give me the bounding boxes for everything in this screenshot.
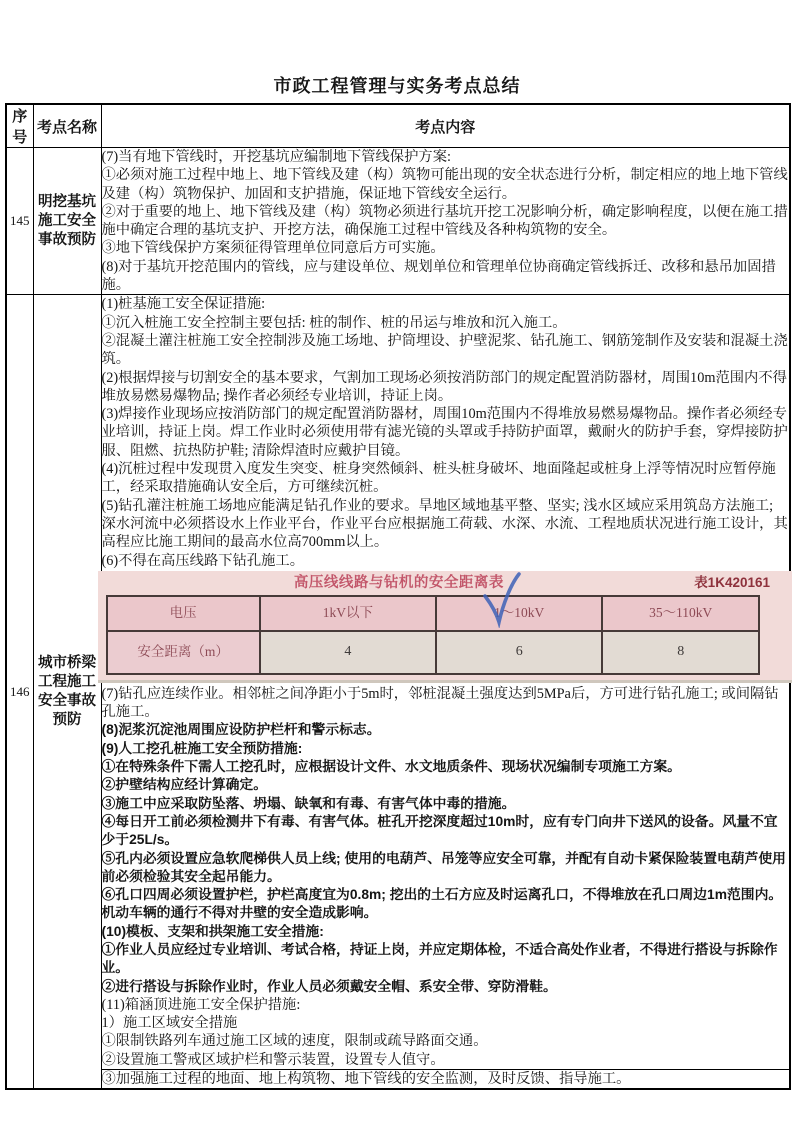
paragraph-group	[102, 148, 790, 294]
paragraph: (7)当有地下管线时，开挖基坑应编制地下管线保护方案:	[101, 149, 451, 165]
safety-distance-photo	[98, 571, 793, 683]
voltage-header-row	[107, 596, 760, 631]
paragraph: ②进行搭设与拆除作业时，作业人员必须戴安全帽、系安全带、穿防滑鞋。	[101, 978, 557, 994]
paragraph-group	[102, 1070, 790, 1088]
paragraph: ①作业人员应经过专业培训、考试合格，持证上岗，并应定期体检，不适合高处作业者，不得进行搭设与拆除作业。	[101, 941, 778, 976]
row-content	[101, 148, 790, 295]
paragraph: (1)桩基施工安全保证措施:	[101, 296, 266, 313]
paragraph: ②混凝土灌注桩施工安全控制涉及施工场地、护筒埋设、护壁泥浆、钻孔施工、钢筋笼制作及安装和混凝土浇筑。	[101, 332, 788, 368]
paragraph: ③加强施工过程的地面、地上构筑物、地下管线的安全监测，及时反馈、指导施工。	[101, 1071, 631, 1088]
paragraph: ②护壁结构应经计算确定。	[101, 777, 268, 793]
col-header-name: 考点名称	[33, 104, 101, 148]
row-index: 145	[6, 148, 33, 295]
paragraph: (11)箱涵顶进施工安全保护措施:	[101, 996, 301, 1013]
paragraph: ①必须对施工过程中地上、地下管线及建（构）筑物可能出现的安全状态进行分析，制定相应的地上地下管线及建（构）筑物保护、加固和支护措施，保证地下管线安全运行。	[101, 167, 788, 202]
paragraph: ②对于重要的地上、地下管线及建（构）筑物必须进行基坑开挖工况影响分析，确定影响程度，以便在施工措施中确定合理的基坑支护、开挖方法，确保施工过程中管线及各种构筑物的安全。	[101, 203, 788, 239]
voltage-range-3: 35～110kV	[602, 596, 759, 631]
col-header-index: 序号	[6, 104, 33, 148]
photo-table-head	[104, 574, 785, 593]
paragraph: (5)钻孔灌注桩施工场地应能满足钻孔作业的要求。旱地区域地基平整、坚实; 浅水区域应采用筑岛方法施工; 深水河流中必须搭设水上作业平台，作业平台应根据施工荷载、水深、水流、工程地质状况进行施工设计，其高程应比施工期间的最高水位高700mm以上。	[101, 497, 788, 551]
paragraph: ①在特殊条件下需人工挖孔时，应根据设计文件、水文地质条件、现场状况编制专项施工方案。	[101, 759, 681, 775]
row-topic-name: 城市桥梁工程施工安全事故预防	[33, 295, 101, 1089]
paragraph: ①沉入桩施工安全控制主要包括: 桩的制作、桩的吊运与堆放和沉入施工。	[101, 314, 567, 331]
voltage-range-2: 1～10kV	[436, 596, 602, 631]
paragraph: ②设置施工警戒区域护栏和警示装置，设置专人值守。	[101, 1051, 445, 1068]
paragraph: ①限制铁路列车通过施工区域的速度，限制或疏导路面交通。	[101, 1033, 488, 1050]
paragraph: (8)对于基坑开挖范围内的管线，应与建设单位、规划单位和管理单位协商确定管线拆迁、改移和悬吊加固措施。	[101, 258, 776, 294]
col-header-content: 考点内容	[101, 104, 790, 148]
paragraph: (8)泥浆沉淀池周围应设防护栏杆和警示标志。	[101, 722, 381, 738]
paragraph: ⑤孔内必须设置应急软爬梯供人员上线; 使用的电葫芦、吊笼等应安全可靠，并配有自动卡紧保险装置电葫芦使用前必须检验其安全起吊能力。	[101, 850, 786, 884]
distance-value-3: 8	[602, 631, 759, 674]
paragraph: ③地下管线保护方案须征得管理单位同意后方可实施。	[101, 240, 445, 257]
page-title: 市政工程管理与实务考点总结	[273, 76, 521, 96]
paragraph: (3)焊接作业现场应按消防部门的规定配置消防器材，周围10m范围内不得堆放易燃易爆物品。操作者必须经专业培训，持证上岗。焊工作业时必须使用带有滤光镜的头罩或手持防护面罩，戴耐火的防护手套，穿焊接防护服、阻燃、抗热防护鞋; 清除焊渣时应戴护目镜。	[101, 406, 788, 459]
row-index: 146	[6, 295, 33, 1089]
row-content	[101, 295, 790, 1070]
paragraph: (4)沉桩过程中发现贯入度发生突变、桩身突然倾斜、桩头桩身破坏、地面隆起或桩身上浮等情况时应暂停施工，经采取措施确认安全后，方可继续沉桩。	[101, 461, 776, 496]
photo-table-title: 高压线线路与钻机的安全距离表	[293, 575, 504, 592]
voltage-range-1: 1kV以下	[260, 596, 436, 631]
paragraph: (7)钻孔应连续作业。相邻桩之间净距小于5m时，邻桩混凝土强度达到5MPa后，方可进行钻孔施工; 或间隔钻孔施工。	[101, 685, 779, 721]
paragraph: (2)根据焊接与切割安全的基本要求，气割加工现场必须按消防部门的规定配置消防器材，周围10m范围内不得堆放易燃易爆物品; 操作者必须经专业培训，持证上岗。	[101, 369, 787, 404]
row-content	[101, 1070, 790, 1090]
row-topic-name: 明挖基坑施工安全事故预防	[33, 148, 101, 295]
distance-value-2: 6	[436, 631, 602, 674]
distance-value-1: 4	[260, 631, 436, 674]
table-row-continuation	[6, 1070, 790, 1090]
safety-distance-table	[106, 595, 761, 675]
paragraph: (6)不得在高压线路下钻孔施工。	[101, 552, 305, 569]
paragraph: 1）施工区域安全措施	[101, 1015, 238, 1032]
paragraph: ⑥孔口四周必须设置护栏，护栏高度宜为0.8m; 挖出的土石方应及时运离孔口，不得堆放在孔口周边1m范围内。机动车辆的通行不得对井壁的安全造成影响。	[101, 887, 783, 921]
voltage-label: 电压	[107, 596, 260, 631]
photo-table-ref: 表1K420161	[694, 575, 770, 591]
distance-label: 安全距离（m）	[107, 631, 260, 674]
paragraph: (10)模板、支架和拱架施工安全措施:	[101, 923, 324, 939]
distance-value-row	[107, 631, 760, 674]
paragraph: ③施工中应采取防坠落、坍塌、缺氧和有毒、有害气体中毒的措施。	[101, 795, 516, 811]
paragraph-group	[102, 685, 790, 1069]
table-row-146	[6, 295, 790, 1070]
table-row-145	[6, 148, 790, 295]
notes-table	[5, 103, 791, 1090]
paragraph: ④每日开工前必须检测井下有毒、有害气体。桩孔开挖深度超过10m时，应有专门向井下送风的设备。风量不宜少于25L/s。	[101, 813, 778, 848]
header-row	[6, 104, 790, 148]
paragraph-group	[102, 295, 790, 569]
paragraph: (9)人工挖孔桩施工安全预防措施:	[101, 740, 303, 756]
